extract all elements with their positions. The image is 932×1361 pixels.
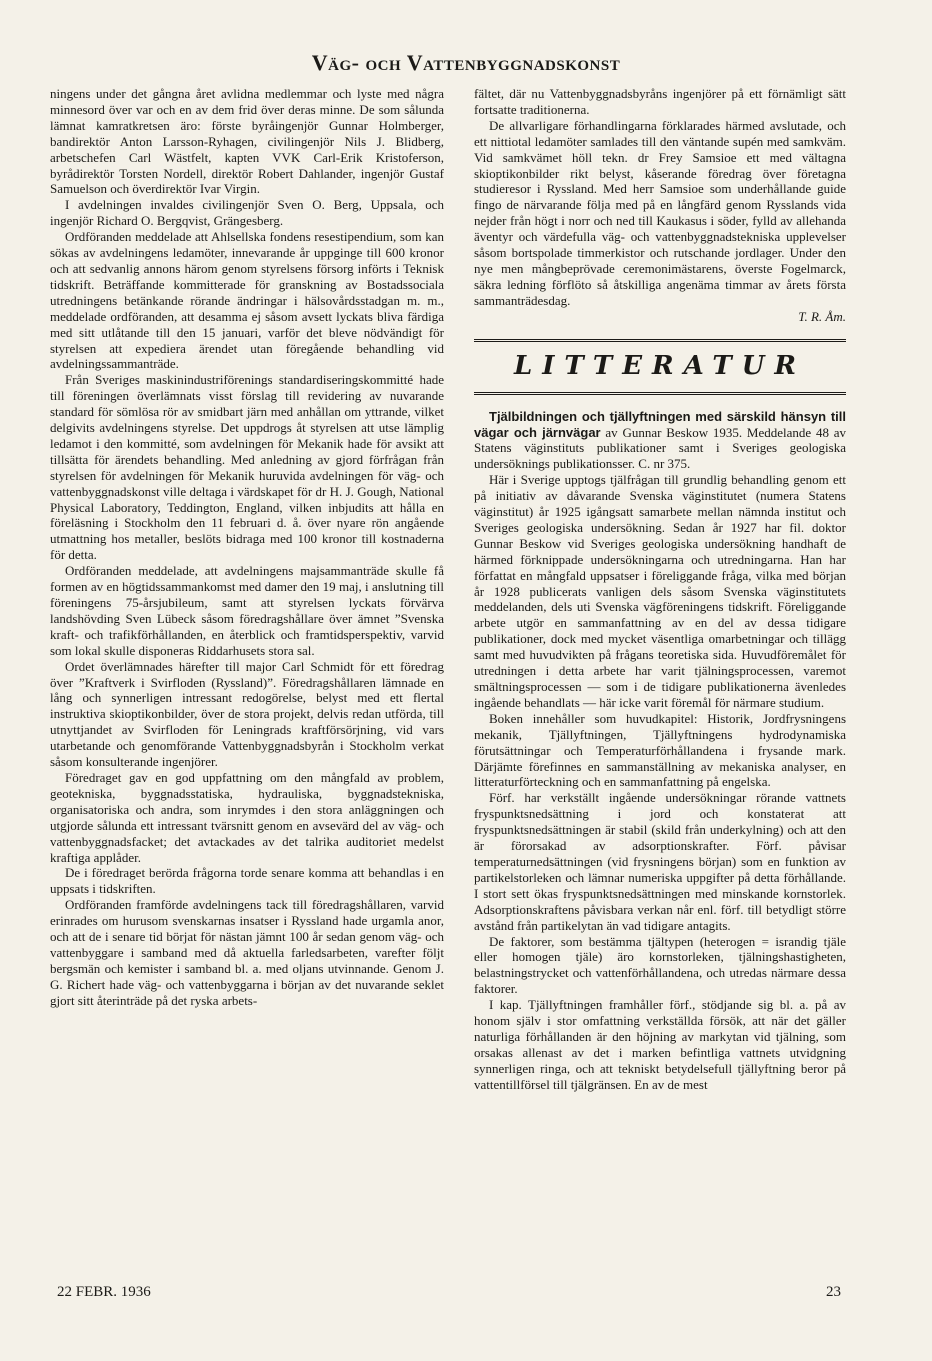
review-header (474, 409, 846, 473)
paragraph: Föredraget gav en god uppfattning om den mångfald av problem, geotekniska, byggnadsstatiska, hydrauliska, byggnadstekniska, organisatoriska och andra, som inrymdes i den stora anläggningen och utgjorde sålunda ett intressant tvärsnitt genom en avsevärd del av väg- och vattenbyggnadsfacket; det avtackades av det talrika auditoriet medelst kraftiga applåder. (50, 769, 444, 865)
paragraph: Ordet överlämnades härefter till major Carl Schmidt för ett föredrag över ”Kraftverk i Svirfloden (Ryssland)”. Föredragshållaren lämnade en lång och synnerligen intressant redogörelse, belyst med ett flertal instruktiva skioptikonbilder, över de stora projekt, delvis redan utförda, till utnyttjandet av Svirfloden för Leningrads kraftförsörjning, vid vars utarbetande och genomförande Vattenbyggnadsbyrån i Stockholm verkat såsom konsulterande ingenjörer. (50, 658, 444, 770)
review-title: Tjälbildningen och tjällyftningen med särskild hänsyn till vägar och järnvägar (474, 408, 846, 440)
paragraph: De i föredraget berörda frågorna torde senare komma att behandlas i en uppsats i tidskriften. (50, 865, 444, 897)
paragraph: Här i Sverige upptogs tjälfrågan till grundlig behandling genom ett på initiativ av dåvarande Svenska väginstitutet (numera Statens väginstitut) år 1925 igångsatt samarbete mellan nämnda institut och Sveriges geologiska undersökning. Sedan år 1927 har fil. doktor Gunnar Beskow vid Sveriges geologiska undersökning handhaft de härmed förknippade undersökningarna och utredningarna. Han har författat en mångfald uppsatser i föreliggande fråga, vilka med början år 1928 publicerats vanligen dels såsom Svenska väginstitutets meddelanden, dels uti Svenska vägföreningens tidskrift. Föreliggande arbete utgör en sammanfattning av en del av dessa tidigare publikationer, dock med mycket väsentliga omarbetningar och tillägg samt med huvudvikten på frågans teoretiska sida. Huvudföremålet för utredningen i detta arbete har varit tjälningsprocessen, varemot smältningsprocessen — som i de tidigare publikationerna ävenledes ingående behandlats — här icke varit föremål för närmare studium. (474, 472, 846, 710)
footer-issue: 22 FEBR. 1936 (57, 1284, 151, 1300)
paragraph: Förf. har verkställt ingående undersökningar rörande vattnets fryspunktsnedsättning i jord och konstaterat att fryspunktsnedsättningen är stabil (skild från underkylning) och att den är förorsakad av adsorptionskrafter. Förf. påvisar temperaturnedsättningen (vid frysningens början) som en funktion av partikelstorleken och lämnar numeriska uppgifter på detta förhållande. I stort sett ökas fryspunktsnedsättningen med minskande kornstorlek. Adsorptionskraftens påvisbara verkan når enl. förf. till betydligt större avstånd från partikelytan än vad tidigare antagits. (474, 790, 846, 933)
paragraph: ningens under det gångna året avlidna medlemmar och lyste med några minnesord över var och en av dem frid över deras minne. De som sålunda lämnat kamratkretsen äro: förste byråingenjör Gunnar Holmberger, bandirektör Anton Larsson-Ryhagen, civilingenjör Nils J. Blidberg, arbetschefen Carl Wästfelt, kapten VVK Carl-Erik Kristoferson, byrådirektör Torsten Nordell, direktör Robert Dahlander, ingenjör Gustaf Samuelson och överdirektör Ivar Virgin. (50, 86, 444, 197)
paragraph: De allvarligare förhandlingarna förklarades härmed avslutade, och ett nittiotal ledamöter samlades till den väntande supén med samkväm. Vid samkvämet höll tekn. dr Frey Samsioe ett med vältagna skioptikonbilder rikt belyst, kåserande föredrag över företagna studieresor i Ryssland. Med herr Samsioe som underhållande guide fingo de närvarande följa med på en långfärd genom Rysslands vida nejder från högt i norr och ned till Kaukasus i söder, fylld av allehanda äventyr och värdefulla väg- och vattenbyggnadstekniska upplevelser såsom bortspolade timmerkistor och rutschande jordlager. Under den nye men mångbeprövade ceremonimästarens, överste Fogelmarck, säkra ledning förflöto så åtskilliga angenäma timmar av årets första sammanträdesdag. (474, 117, 846, 308)
review-byline: av Gunnar Beskow 1935. Meddelande 48 av Statens väginstituts publikationer samt i Sveriges geologiska undersöknings publikationsser. C. nr 375. (474, 424, 846, 472)
paragraph: Ordföranden meddelade, att avdelningens majsammanträde skulle få formen av en högtidssammankomst med damer den 19 maj, i anslutning till föreningens 75-årsjubileum, samt att styrelsen lyckats förvärva landshövding Sven Lübeck såsom föredragshållare över ämnet ”Svenska kraft- och trafikförhållanden, en återblick och framtidsperspektiv, varvid som lokal skulle disponeras Riddarhusets stora sal. (50, 563, 444, 658)
footer-page-number: 23 (826, 1284, 841, 1300)
paragraph: I kap. Tjällyftningen framhåller förf., stödjande sig bl. a. på av honom själv i stor omfattning verkställda försök, att när det gäller naturliga förhållanden är den höjning av markytan vid tjälning, som orsakas allenast av det i marken befintliga vattnets utvidgning synnerligen ringa, och att tekniskt betydelsefull tjällyftning beror på vattentillförsel till tjälgränsen. En av de mest (474, 997, 846, 1092)
paragraph: I avdelningen invaldes civilingenjör Sven O. Berg, Uppsala, och ingenjör Richard O. Bergqvist, Grängesberg. (50, 197, 444, 229)
paragraph: Ordföranden meddelade att Ahlsellska fondens resestipendium, som kan sökas av avdelningens ledamöter, innevarande år uppginge till 600 kronor och att sedvanlig annons härom genom styrelsens försorg införts i Teknisk tidskrift. Beträffande kommitterade för granskning av Bostadssociala utredningens betänkande rörande ändringar i hälsovårdsstadgan m. m., meddelade ordföranden, att desamma ej såsom avsett lyckats bliva färdiga med sitt utlåtande till den 15 januari, varför det bleve nödvändigt för styrelsen att expediera ärendet utan föregående behandling vid avdelningssammanträde. (50, 229, 444, 372)
signature: T. R. Åm. (798, 308, 846, 324)
paragraph: Från Sveriges maskinindustriförenings standardiseringskommitté hade till föreningen överlämnats visst förslag till revidering av nuvarande standard för sömlösa rör av smidbart järn med anhållan om yttrande, vilket delgivits avdelningens styrelse. Det uppdrogs åt styrelsen att utse lämplig ledamot i den kommitté, som avdelningen för Mekanik hade för avsikt att tillsätta för ärendets behandling. Med anledning av gjord förfrågan från styrelsen för avdelningen för Mekanik huruvida avdelningen för väg- och vattenbyggnadskonst ville deltaga i värdskapet för dr H. J. Gough, National Physical Laboratory, Teddington, England, vilken inbjudits att hålla en föreläsning i Stockholm den 11 februari d. å. över nyare rön angående utmattning hos metaller, beslöts bidraga med 100 kronor till kostnaderna för detta. (50, 372, 444, 563)
right-column (474, 86, 846, 1093)
paragraph: Boken innehåller som huvudkapitel: Historik, Jordfrysningens mekanik, Tjällyftningen, Tjällyftningens hydrodynamiska förutsättningar och Temperaturförhållandena i frysande mark. Därjämte förefinnes en sammanställning av mekaniska analyser, en litteraturförteckning och en sammanfattning på engelska. (474, 710, 846, 790)
paragraph: fältet, där nu Vattenbyggnadsbyråns ingenjörer på ett förnämligt sätt fortsatte traditionerna. (474, 86, 846, 117)
running-header: Väg- och Vattenbyggnadskonst (311, 50, 621, 75)
section-heading: LITTERATUR (474, 339, 846, 395)
paragraph: Ordföranden framförde avdelningens tack till föredragshållaren, varvid erinrades om hurusom svenskarnas insatser i Ryssland hade urgamla anor, och att de i senare tid börjat för nästan jämnt 100 år sedan genom väg- och vattenbyggare i samband med då aktuella farledsarbeten, varefter följt bergsmän och kemister i samband bl. a. med oljans utvinnande. Genom J. G. Richert hade väg- och vattenbyggarna i början av det nuvarande seklet gjort sitt återinträde på det ryska arbets- (50, 897, 444, 1008)
paragraph: De faktorer, som bestämma tjältypen (heterogen = israndig tjäle eller homogen tjäle) äro kornstorleken, tjälningshastigheten, belastningstrycket och vattenförhållandena, och utredas närmare dessa faktorer. (474, 933, 846, 997)
left-column (50, 86, 444, 1009)
